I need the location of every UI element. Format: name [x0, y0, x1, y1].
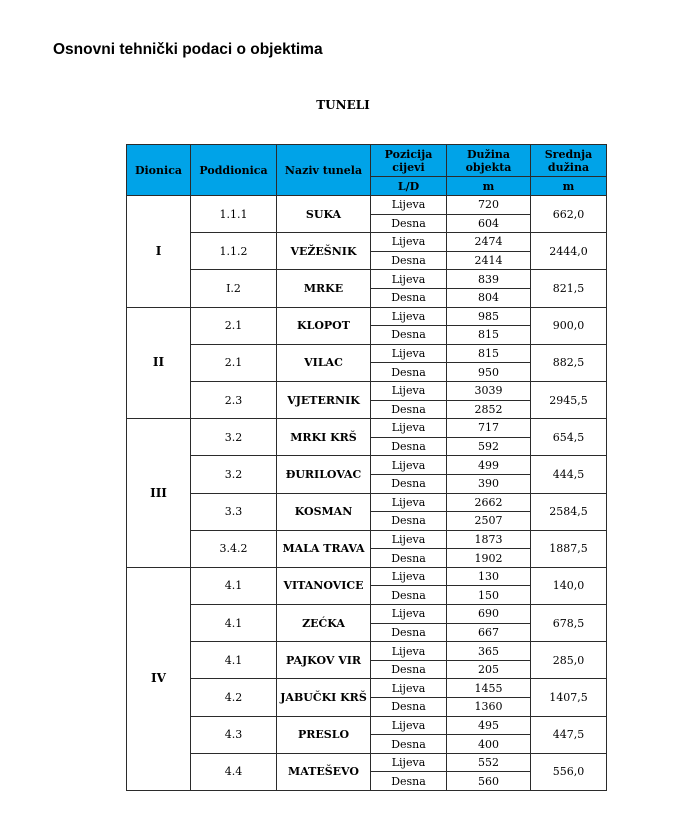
tunnel-name-cell: VITANOVICE	[277, 567, 371, 604]
poddionica-cell: 2.3	[191, 381, 277, 418]
dionica-cell: II	[127, 307, 191, 419]
position-right-cell: Desna	[371, 772, 447, 791]
tunnel-name-cell: VJETERNIK	[277, 381, 371, 418]
length-right-cell: 560	[447, 772, 531, 791]
table-row	[127, 493, 607, 512]
poddionica-cell: 3.4.2	[191, 530, 277, 567]
position-left-cell: Lijeva	[371, 642, 447, 661]
average-length-cell: 662,0	[531, 196, 607, 233]
tunnel-name-cell: KLOPOT	[277, 307, 371, 344]
table-row	[127, 530, 607, 549]
tunnel-name-cell: ZEĆKA	[277, 605, 371, 642]
length-right-cell: 950	[447, 363, 531, 382]
length-left-cell: 1455	[447, 679, 531, 698]
length-right-cell: 667	[447, 623, 531, 642]
average-length-cell: 882,5	[531, 344, 607, 381]
length-right-cell: 815	[447, 326, 531, 345]
length-right-cell: 390	[447, 474, 531, 493]
table-row	[127, 196, 607, 215]
table-row	[127, 344, 607, 363]
table-row	[127, 642, 607, 661]
poddionica-cell: 3.3	[191, 493, 277, 530]
poddionica-cell: 4.1	[191, 642, 277, 679]
dionica-cell: III	[127, 419, 191, 568]
tunnel-name-cell: MATEŠEVO	[277, 753, 371, 790]
length-right-cell: 2852	[447, 400, 531, 419]
header-row	[127, 145, 607, 177]
tunnel-name-cell: PRESLO	[277, 716, 371, 753]
table-row	[127, 753, 607, 772]
position-left-cell: Lijeva	[371, 196, 447, 215]
position-right-cell: Desna	[371, 288, 447, 307]
length-right-cell: 150	[447, 586, 531, 605]
position-right-cell: Desna	[371, 660, 447, 679]
position-left-cell: Lijeva	[371, 679, 447, 698]
table-body	[127, 196, 607, 791]
poddionica-cell: 1.1.2	[191, 233, 277, 270]
tunnel-name-cell: KOSMAN	[277, 493, 371, 530]
poddionica-cell: 3.2	[191, 456, 277, 493]
position-right-cell: Desna	[371, 326, 447, 345]
average-length-cell: 285,0	[531, 642, 607, 679]
length-left-cell: 552	[447, 753, 531, 772]
poddionica-cell: 2.1	[191, 307, 277, 344]
length-left-cell: 499	[447, 456, 531, 475]
position-left-cell: Lijeva	[371, 381, 447, 400]
length-right-cell: 1902	[447, 549, 531, 568]
position-right-cell: Desna	[371, 586, 447, 605]
table-row	[127, 456, 607, 475]
average-length-cell: 1407,5	[531, 679, 607, 716]
length-left-cell: 815	[447, 344, 531, 363]
unit-srednja: m	[531, 177, 607, 196]
position-left-cell: Lijeva	[371, 530, 447, 549]
section-title: TUNELI	[316, 98, 370, 112]
dionica-cell: I	[127, 196, 191, 308]
length-left-cell: 3039	[447, 381, 531, 400]
position-right-cell: Desna	[371, 512, 447, 531]
header-poddionica: Poddionica	[191, 145, 277, 196]
table-row	[127, 605, 607, 624]
position-left-cell: Lijeva	[371, 493, 447, 512]
length-left-cell: 839	[447, 270, 531, 289]
position-right-cell: Desna	[371, 400, 447, 419]
position-right-cell: Desna	[371, 437, 447, 456]
poddionica-cell: 4.1	[191, 567, 277, 604]
average-length-cell: 2444,0	[531, 233, 607, 270]
position-right-cell: Desna	[371, 474, 447, 493]
position-right-cell: Desna	[371, 549, 447, 568]
average-length-cell: 556,0	[531, 753, 607, 790]
poddionica-cell: 4.3	[191, 716, 277, 753]
poddionica-cell: 4.2	[191, 679, 277, 716]
length-left-cell: 985	[447, 307, 531, 326]
position-left-cell: Lijeva	[371, 233, 447, 252]
poddionica-cell: I.2	[191, 270, 277, 307]
length-right-cell: 205	[447, 660, 531, 679]
table-row	[127, 381, 607, 400]
average-length-cell: 2584,5	[531, 493, 607, 530]
average-length-cell: 444,5	[531, 456, 607, 493]
table-row	[127, 716, 607, 735]
average-length-cell: 140,0	[531, 567, 607, 604]
position-left-cell: Lijeva	[371, 270, 447, 289]
length-right-cell: 592	[447, 437, 531, 456]
table-row	[127, 233, 607, 252]
header-dionica: Dionica	[127, 145, 191, 196]
dionica-cell: IV	[127, 567, 191, 790]
poddionica-cell: 1.1.1	[191, 196, 277, 233]
length-left-cell: 495	[447, 716, 531, 735]
position-left-cell: Lijeva	[371, 605, 447, 624]
tunnel-name-cell: JABUČKI KRŠ	[277, 679, 371, 716]
tunnels-table	[126, 144, 607, 791]
unit-pozicija: L/D	[371, 177, 447, 196]
header-pozicija-cijevi: Pozicija cijevi	[371, 145, 447, 177]
table-header	[127, 145, 607, 196]
length-left-cell: 365	[447, 642, 531, 661]
tunnel-name-cell: SUKA	[277, 196, 371, 233]
tunnel-name-cell: MRKI KRŠ	[277, 419, 371, 456]
poddionica-cell: 3.2	[191, 419, 277, 456]
tunnel-name-cell: VILAC	[277, 344, 371, 381]
position-right-cell: Desna	[371, 623, 447, 642]
table-row	[127, 419, 607, 438]
poddionica-cell: 4.4	[191, 753, 277, 790]
position-left-cell: Lijeva	[371, 419, 447, 438]
length-left-cell: 2474	[447, 233, 531, 252]
average-length-cell: 1887,5	[531, 530, 607, 567]
table-row	[127, 679, 607, 698]
position-right-cell: Desna	[371, 698, 447, 717]
position-right-cell: Desna	[371, 214, 447, 233]
position-left-cell: Lijeva	[371, 753, 447, 772]
position-right-cell: Desna	[371, 363, 447, 382]
unit-duzina: m	[447, 177, 531, 196]
table-row	[127, 270, 607, 289]
length-left-cell: 717	[447, 419, 531, 438]
length-right-cell: 400	[447, 735, 531, 754]
length-left-cell: 690	[447, 605, 531, 624]
header-duzina-objekta: Dužina objekta	[447, 145, 531, 177]
position-right-cell: Desna	[371, 735, 447, 754]
average-length-cell: 654,5	[531, 419, 607, 456]
length-right-cell: 1360	[447, 698, 531, 717]
document-title: Osnovni tehnički podaci o objektima	[53, 41, 323, 58]
tunnel-name-cell: ĐURILOVAC	[277, 456, 371, 493]
average-length-cell: 447,5	[531, 716, 607, 753]
average-length-cell: 821,5	[531, 270, 607, 307]
header-naziv-tunela: Naziv tunela	[277, 145, 371, 196]
length-left-cell: 1873	[447, 530, 531, 549]
poddionica-cell: 4.1	[191, 605, 277, 642]
average-length-cell: 678,5	[531, 605, 607, 642]
table-row	[127, 567, 607, 586]
table-row	[127, 307, 607, 326]
length-left-cell: 130	[447, 567, 531, 586]
length-left-cell: 2662	[447, 493, 531, 512]
poddionica-cell: 2.1	[191, 344, 277, 381]
position-left-cell: Lijeva	[371, 716, 447, 735]
length-left-cell: 720	[447, 196, 531, 215]
position-left-cell: Lijeva	[371, 456, 447, 475]
position-left-cell: Lijeva	[371, 567, 447, 586]
position-left-cell: Lijeva	[371, 344, 447, 363]
average-length-cell: 2945,5	[531, 381, 607, 418]
tunnel-name-cell: VEŽEŠNIK	[277, 233, 371, 270]
position-right-cell: Desna	[371, 251, 447, 270]
tunnel-name-cell: PAJKOV VIR	[277, 642, 371, 679]
length-right-cell: 804	[447, 288, 531, 307]
length-right-cell: 604	[447, 214, 531, 233]
tunnel-name-cell: MRKE	[277, 270, 371, 307]
length-right-cell: 2414	[447, 251, 531, 270]
position-left-cell: Lijeva	[371, 307, 447, 326]
header-srednja-duzina: Srednja dužina	[531, 145, 607, 177]
average-length-cell: 900,0	[531, 307, 607, 344]
length-right-cell: 2507	[447, 512, 531, 531]
tunnel-name-cell: MALA TRAVA	[277, 530, 371, 567]
